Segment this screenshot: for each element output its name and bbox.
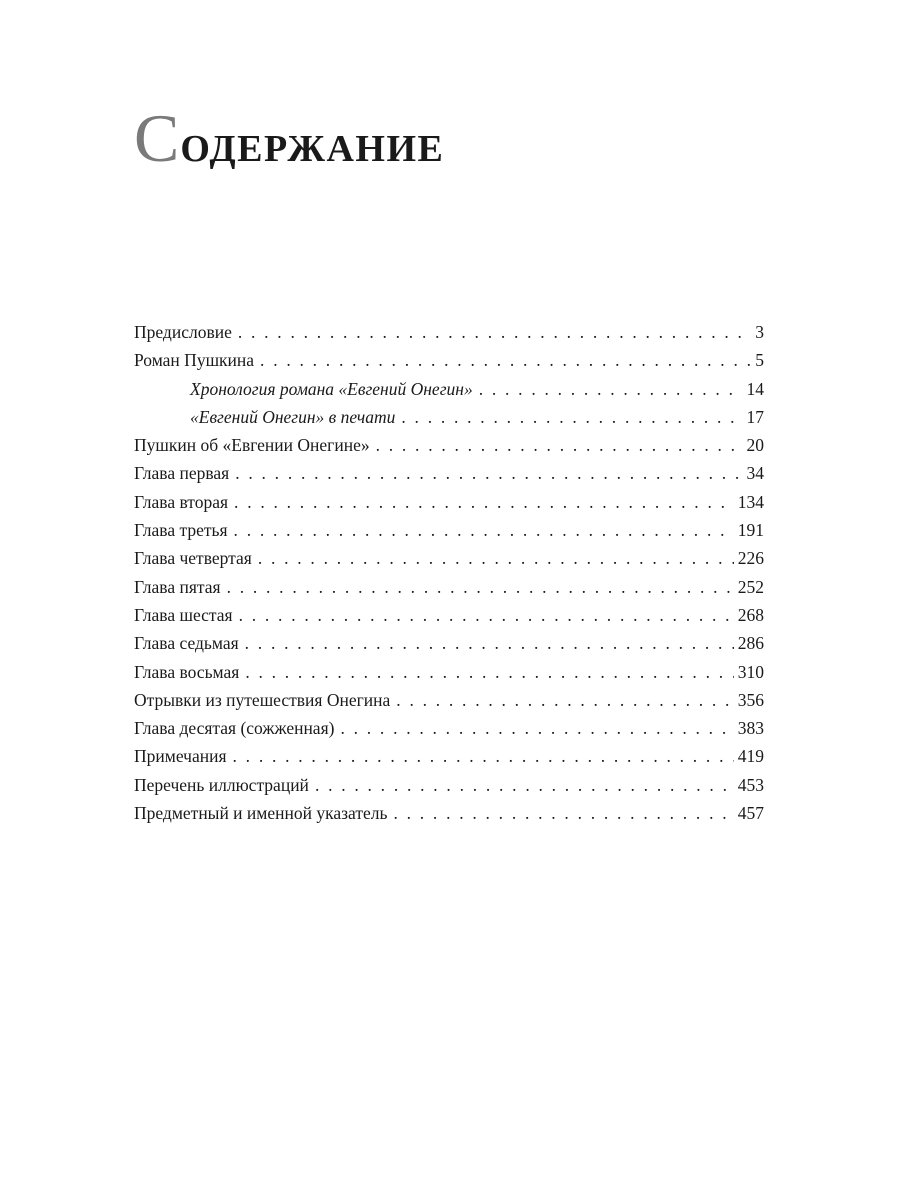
toc-entry-page-number: 356	[737, 689, 764, 710]
dot-leader	[239, 601, 734, 629]
toc-entry[interactable]	[134, 573, 764, 601]
toc-entry-label: Глава третья	[134, 520, 228, 541]
dot-leader	[340, 714, 733, 742]
toc-entry[interactable]	[134, 742, 764, 770]
toc-entry[interactable]	[134, 771, 764, 799]
toc-entry-label: Глава вторая	[134, 491, 229, 512]
dot-leader	[393, 799, 733, 827]
toc-entry[interactable]	[134, 488, 764, 516]
toc-entry-label: Предметный и именной указатель	[134, 803, 388, 824]
toc-entry[interactable]	[134, 714, 764, 742]
dot-leader	[238, 318, 751, 346]
toc-entry-label: Предисловие	[134, 322, 232, 342]
dot-leader	[245, 658, 733, 686]
toc-entry-label: Примечания	[134, 746, 227, 767]
toc-entry[interactable]	[134, 686, 764, 714]
toc-entry-page-number: 5	[755, 350, 764, 371]
dot-leader	[234, 488, 734, 516]
toc-entry-label: Перечень иллюстраций	[134, 774, 309, 795]
dot-leader	[315, 771, 734, 799]
table-of-contents	[134, 318, 764, 827]
toc-entry-page-number: 17	[746, 406, 764, 427]
toc-entry-label: Глава седьмая	[134, 633, 239, 654]
dot-leader	[479, 375, 743, 403]
toc-entry-label: Глава шестая	[134, 604, 233, 625]
toc-entry[interactable]	[134, 346, 764, 374]
toc-entry-page-number: 286	[737, 633, 764, 654]
toc-entry-label: Глава пятая	[134, 576, 221, 597]
toc-entry[interactable]	[134, 459, 764, 487]
toc-entry[interactable]	[134, 658, 764, 686]
toc-entry-page-number: 191	[737, 520, 764, 541]
toc-subentry[interactable]	[134, 375, 764, 403]
toc-entry-label: Пушкин об «Евгении Онегине»	[134, 435, 370, 456]
toc-entry-page-number: 383	[737, 718, 764, 739]
toc-entry-page-number: 310	[737, 661, 764, 682]
toc-entry[interactable]	[134, 799, 764, 827]
dot-leader	[245, 629, 734, 657]
toc-entry-page-number: 457	[737, 803, 764, 824]
toc-entry[interactable]	[134, 601, 764, 629]
dot-leader	[227, 573, 734, 601]
toc-entry-label: Глава восьмая	[134, 661, 240, 682]
toc-entry-page-number: 34	[746, 463, 764, 484]
title-rest: ОДЕРЖАНИЕ	[180, 128, 445, 170]
dot-leader	[260, 346, 751, 374]
toc-entry-page-number: 134	[737, 491, 764, 512]
dot-leader	[258, 544, 734, 572]
toc-entry-label: Глава первая	[134, 463, 230, 484]
dot-leader	[234, 516, 734, 544]
dot-leader	[233, 742, 734, 770]
toc-entry-page-number: 419	[737, 746, 764, 767]
toc-entry[interactable]	[134, 544, 764, 572]
toc-subentry[interactable]	[134, 403, 764, 431]
toc-entry-label: Глава десятая (сожженная)	[134, 718, 335, 739]
toc-entry[interactable]	[134, 318, 764, 346]
toc-entry-page-number: 453	[737, 774, 764, 795]
toc-entry-page-number: 20	[746, 435, 764, 456]
title-initial: С	[134, 100, 181, 176]
toc-entry[interactable]	[134, 629, 764, 657]
toc-entry-label: «Евгений Онегин» в печати	[190, 406, 396, 427]
page-title	[134, 100, 445, 176]
toc-entry-label: Хронология романа «Евгений Онегин»	[190, 378, 473, 399]
toc-entry-label: Роман Пушкина	[134, 350, 255, 371]
toc-entry-label: Отрывки из путешествия Онегина	[134, 689, 391, 710]
toc-entry-page-number: 14	[746, 378, 764, 399]
toc-entry-page-number: 268	[737, 604, 764, 625]
toc-entry-label: Глава четвертая	[134, 548, 252, 569]
toc-entry-page-number: 252	[737, 576, 764, 597]
dot-leader	[235, 459, 742, 487]
dot-leader	[376, 431, 743, 459]
dot-leader	[396, 686, 733, 714]
toc-entry[interactable]	[134, 516, 764, 544]
dot-leader	[401, 403, 742, 431]
toc-entry-page-number: 226	[737, 548, 764, 569]
toc-entry-page-number: 3	[755, 322, 764, 342]
toc-entry[interactable]	[134, 431, 764, 459]
